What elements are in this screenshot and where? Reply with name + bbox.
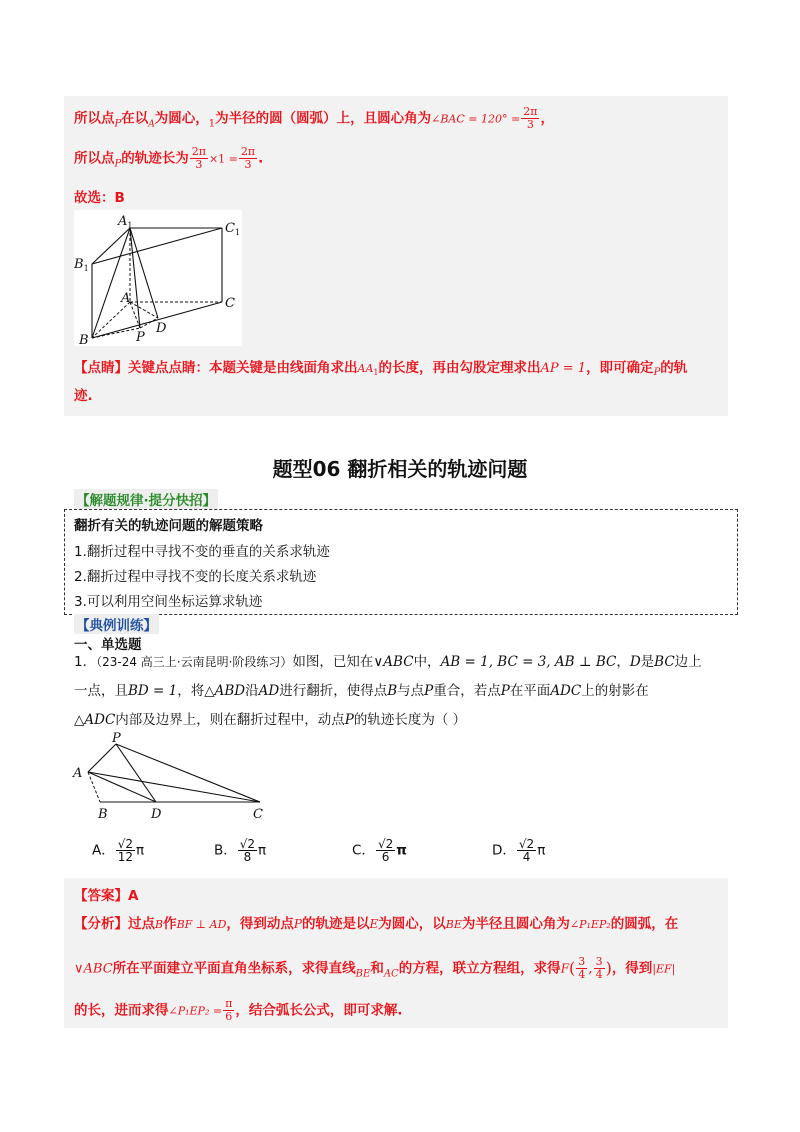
text: 的轨迹是以: [302, 916, 370, 932]
analysis-line-3: [74, 998, 402, 1023]
text: 在平面: [509, 683, 551, 699]
examples-tag: 【典例训练】: [74, 614, 159, 634]
remark-tag: 【点睛】: [74, 360, 128, 376]
label-p: P: [112, 732, 121, 746]
text: ，将: [177, 683, 205, 699]
question-line-1: [74, 652, 702, 672]
text: 的长，进而求得: [74, 1002, 169, 1019]
var-be: BE: [355, 968, 371, 980]
fraction: $\frac{2\pi}{3}$: [191, 145, 206, 171]
text: 的轨: [660, 360, 688, 376]
label-a: A: [73, 766, 83, 781]
label-c: C: [225, 296, 235, 311]
text: ，得到: [611, 960, 653, 977]
question-line-2: [74, 681, 649, 701]
label-c: C: [253, 807, 263, 822]
answer-value: A: [128, 888, 139, 904]
option-fraction: $\frac{√2}{4}$: [518, 837, 535, 864]
remark-line-1: [74, 358, 687, 383]
option-letter: B．: [214, 842, 237, 859]
var-p: P: [653, 367, 661, 378]
text: 为圆心，: [154, 110, 209, 127]
var-p: P: [293, 917, 302, 931]
strategy-item-3: 3.可以利用空间坐标运算求轨迹: [74, 594, 263, 610]
analysis-line-1: [74, 914, 678, 935]
text: 与点: [397, 683, 425, 699]
var-p: P: [424, 683, 434, 699]
label-c1: $C_1$: [225, 221, 241, 237]
triangle-adc: △ADC: [74, 712, 116, 728]
text: 为圆心，以: [378, 916, 446, 932]
strategy-title: 翻折有关的轨迹问题的解题策略: [74, 518, 263, 534]
pi-symbol: π: [396, 842, 407, 859]
label-p: P: [136, 330, 145, 345]
condition: AB = 1, BC = 3, AB ⊥ BC: [440, 654, 617, 670]
option-letter: C．: [352, 842, 375, 859]
paren-open: (: [569, 958, 576, 978]
text: 所在平面建立平面直角坐标系，求得直线: [112, 960, 356, 977]
text: 是: [640, 654, 655, 670]
angle-bac: ∠BAC = 120° =: [431, 112, 521, 126]
fold-figure: [70, 732, 280, 824]
text: 的轨迹长为: [121, 150, 189, 167]
var-e: E: [369, 917, 379, 931]
subsection-title: 一、单选题: [74, 637, 142, 653]
var-bc: BC: [654, 654, 675, 670]
rules-tag: 【解题规律·提分快招】: [74, 489, 218, 509]
remark-line-2: 迹.: [74, 388, 93, 404]
strategy-item-1: 1.翻折过程中寻找不变的垂直的关系求轨迹: [74, 544, 330, 560]
text: ，结合弧长公式，即可求解.: [235, 1002, 403, 1019]
option-letter: A．: [92, 842, 115, 859]
text: 的长度，再由勾股定理求出: [378, 360, 541, 376]
angle-p1ep2: ∠P₁EP₂ =: [168, 1004, 223, 1018]
option-c[interactable]: [352, 838, 407, 863]
label-d: D: [156, 321, 167, 336]
angle-p1ep2: ∠P₁EP₂: [569, 918, 611, 931]
var-aa1: $AA_1$: [357, 362, 379, 378]
option-b[interactable]: [214, 838, 266, 863]
text: 沿: [245, 683, 259, 699]
var-d: D: [629, 654, 641, 670]
text: 上的射影在: [581, 683, 649, 699]
solution-line-2: [74, 146, 263, 175]
fraction: $\frac{\pi}{6}$: [225, 997, 233, 1023]
var-bf-perp-ad: BF ⊥ AD: [176, 918, 227, 931]
text: 所以点: [74, 150, 115, 167]
var-bd: BD = 1: [128, 683, 178, 699]
text: 的方程，联立方程组，求得: [398, 960, 561, 977]
var-be: BE: [445, 918, 462, 931]
analysis-tag: 【分析】: [74, 916, 128, 932]
comma: ,: [588, 960, 593, 977]
text: 边上: [674, 654, 702, 670]
text: 关键点点睛：本题关键是由线面角求出: [128, 360, 358, 376]
label-b1: $B_1$: [74, 257, 89, 273]
text: 如图，已知在: [292, 654, 374, 670]
var-adc: ADC: [550, 683, 582, 699]
text: 作: [163, 916, 177, 932]
label-b: B: [79, 333, 89, 346]
question-line-3: [74, 710, 466, 730]
option-fraction: $\frac{√2}{8}$: [239, 837, 256, 864]
triangle-abc: ∨ABC: [373, 654, 414, 670]
label-d: D: [151, 807, 162, 822]
text: ，即可确定: [586, 360, 654, 376]
text: ，: [616, 654, 630, 670]
var-ap: AP = 1: [540, 361, 587, 376]
triangle-abd: △ABD: [204, 683, 246, 699]
var-p: P: [114, 158, 122, 170]
option-fraction: $\frac{√2}{6}$: [377, 837, 394, 864]
fraction: $\frac{2\pi}{3}$: [240, 145, 256, 171]
analysis-line-2: [74, 956, 675, 985]
pi-symbol: π: [258, 842, 267, 859]
fraction: $\frac{3}{4}$: [578, 955, 586, 981]
var-a: A: [148, 119, 155, 130]
text: 在以: [121, 110, 149, 127]
answer-tag: 【答案】: [74, 888, 128, 904]
prism-figure: [74, 210, 242, 346]
triangle-abc: ∨ABC: [74, 961, 113, 977]
text: ，得到动点: [226, 916, 294, 932]
solution-line-1: [74, 106, 554, 135]
text: 所以点: [74, 110, 115, 127]
edge-ac: [88, 772, 260, 802]
text: 和: [370, 960, 384, 977]
text: 内部及边界上，则在翻折过程中，动点: [115, 712, 345, 728]
paren-close: ): [605, 958, 612, 978]
text: 重合，若点: [433, 683, 501, 699]
choice-line: 故选：B: [74, 190, 125, 206]
text: 的圆弧，在: [610, 916, 679, 932]
pi-symbol: π: [537, 842, 546, 859]
option-letter: D．: [492, 842, 516, 859]
text: 中，: [413, 654, 441, 670]
text: 一点，且: [74, 683, 128, 699]
text: 过点: [128, 916, 155, 932]
section-title: 题型06 翻折相关的轨迹问题: [272, 457, 528, 481]
var-p: P: [344, 712, 354, 728]
edge-ap: [88, 744, 116, 772]
text: 的轨迹长度为（ ）: [353, 712, 467, 728]
label-a1: $A_1$: [118, 214, 133, 230]
var-p: P: [500, 683, 510, 699]
question-number: 1．: [74, 654, 97, 670]
var-f: F: [560, 961, 570, 976]
label-a: A: [121, 291, 131, 306]
pi-symbol: π: [136, 842, 145, 859]
answer-line: [74, 886, 138, 906]
var-ad: AD: [258, 683, 280, 699]
fraction: $\frac{2\pi}{3}$: [523, 105, 538, 131]
option-a[interactable]: [92, 838, 144, 863]
var-p: P: [114, 118, 122, 130]
option-d[interactable]: [492, 838, 545, 863]
option-fraction: $\frac{√2}{12}$: [117, 837, 134, 864]
text: 为半径的圆（圆弧）上，且圆心角为: [215, 110, 432, 127]
var-ef: |EF|: [652, 962, 676, 976]
strategy-item-2: 2.翻折过程中寻找不变的长度关系求轨迹: [74, 569, 317, 585]
text: .: [258, 150, 264, 167]
fraction: $\frac{3}{4}$: [595, 955, 603, 981]
var-b: B: [155, 918, 164, 931]
label-b: B: [98, 807, 108, 822]
var-one: 1: [208, 118, 216, 130]
var-b: B: [387, 683, 398, 699]
text: ，: [540, 110, 554, 127]
text: 为半径且圆心角为: [461, 916, 570, 932]
text: 进行翻折，使得点: [279, 683, 388, 699]
question-source: （23-24 高三上·云南昆明·阶段练习）: [96, 655, 293, 669]
times-one: ×1 =: [208, 152, 238, 166]
var-ac: AC: [383, 968, 399, 980]
